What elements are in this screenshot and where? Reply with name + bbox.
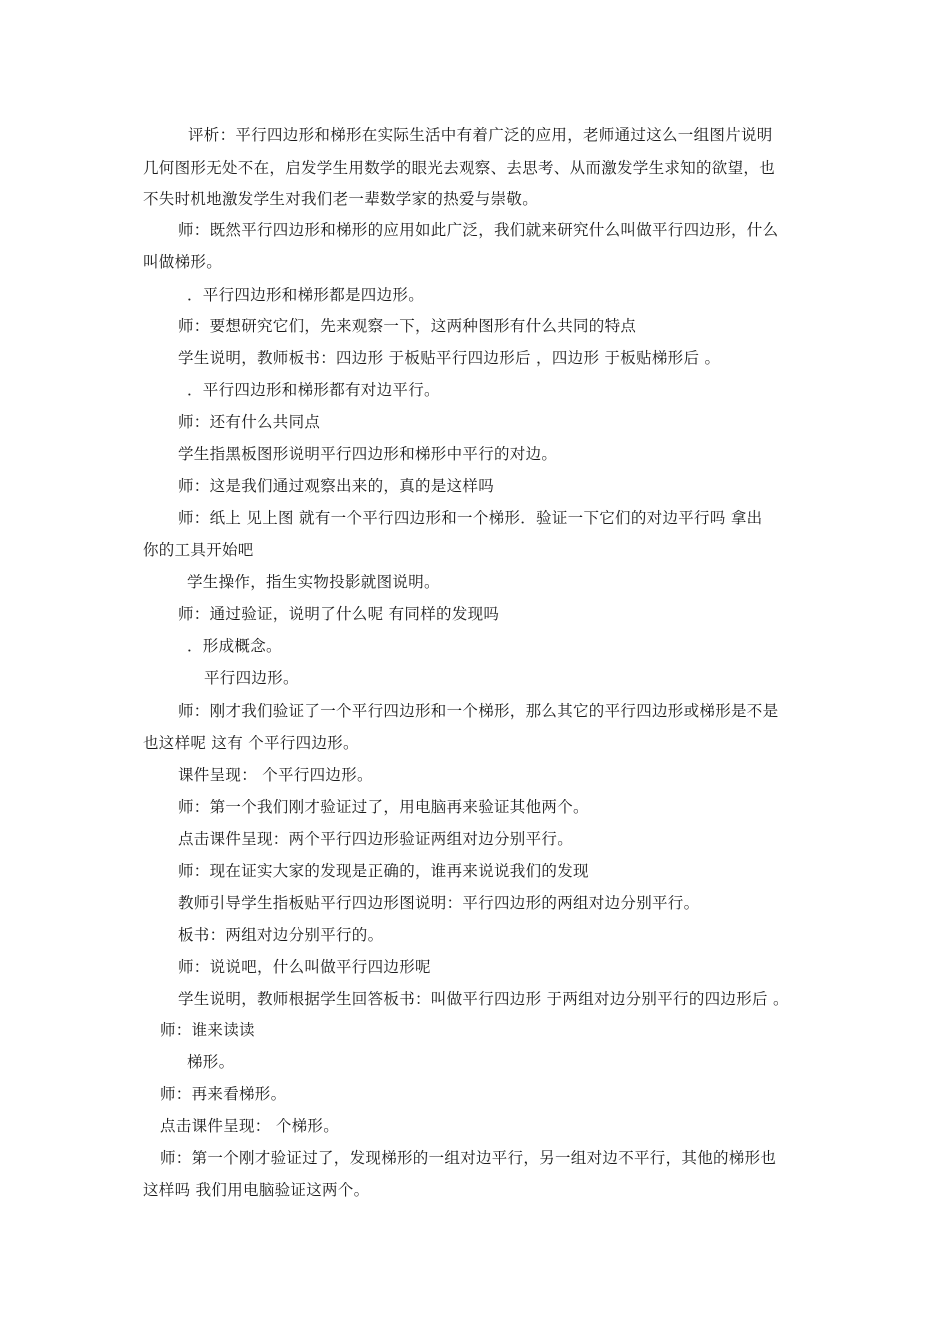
text-line: 教师引导学生指板贴平行四边形图说明：平行四边形的两组对边分别平行。	[178, 894, 700, 912]
text-line: 学生说明，教师根据学生回答板书：叫做平行四边形 于两组对边分别平行的四边形后 。	[178, 990, 789, 1008]
text-line: 师：再来看梯形。	[160, 1085, 287, 1103]
text-line: 师：这是我们通过观察出来的，真的是这样吗	[178, 477, 495, 495]
text-line: ．平行四边形和梯形都有对边平行。	[187, 381, 440, 399]
text-line: 梯形。	[187, 1053, 235, 1071]
text-line: 点击课件呈现： 个梯形。	[160, 1117, 340, 1135]
text-line: 评析：平行四边形和梯形在实际生活中有着广泛的应用，老师通过这么一组图片说明	[188, 126, 773, 144]
text-line: 师：通过验证，说明了什么呢 有同样的发现吗	[178, 605, 500, 623]
text-line: 几何图形无处不在，启发学生用数学的眼光去观察、去思考、从而激发学生求知的欲望，也	[143, 159, 776, 177]
text-line: 师：第一个我们刚才验证过了，用电脑再来验证其他两个。	[178, 798, 589, 816]
text-line: 师：既然平行四边形和梯形的应用如此广泛，我们就来研究什么叫做平行四边形，什么	[178, 221, 779, 239]
text-line: 师：要想研究它们，先来观察一下，这两种图形有什么共同的特点	[178, 317, 637, 335]
text-line: 板书：两组对边分别平行的。	[178, 926, 384, 944]
text-line: 学生说明，教师板书：四边形 于板贴平行四边形后 ，四边形 于板贴梯形后 。	[178, 349, 721, 367]
text-line: 师：刚才我们验证了一个平行四边形和一个梯形，那么其它的平行四边形或梯形是不是	[178, 702, 779, 720]
text-line: 师：纸上 见上图 就有一个平行四边形和一个梯形．验证一下它们的对边平行吗 拿出	[178, 509, 763, 527]
text-line: 点击课件呈现：两个平行四边形验证两组对边分别平行。	[178, 830, 574, 848]
text-line: 叫做梯形。	[143, 253, 223, 271]
text-line: 学生指黑板图形说明平行四边形和梯形中平行的对边。	[178, 445, 558, 463]
text-line: 也这样呢 这有 个平行四边形。	[143, 734, 359, 752]
text-line: 学生操作，指生实物投影就图说明。	[187, 573, 440, 591]
text-line: 师：还有什么共同点	[178, 413, 321, 431]
text-line: 师：说说吧，什么叫做平行四边形呢	[178, 958, 431, 976]
text-line: ．形成概念。	[187, 637, 282, 655]
text-line: 师：谁来读读	[160, 1021, 255, 1039]
text-line: 师：第一个刚才验证过了，发现梯形的一组对边平行，另一组对边不平行，其他的梯形也	[160, 1149, 777, 1167]
text-line: 这样吗 我们用电脑验证这两个。	[143, 1181, 370, 1199]
text-line: 你的工具开始吧	[143, 541, 254, 559]
text-line: 课件呈现： 个平行四边形。	[178, 766, 373, 784]
text-line: 师：现在证实大家的发现是正确的，谁再来说说我们的发现	[178, 862, 589, 880]
text-line: 不失时机地激发学生对我们老一辈数学家的热爱与崇敬。	[143, 190, 539, 208]
text-line: 平行四边形。	[204, 669, 299, 687]
text-line: ．平行四边形和梯形都是四边形。	[187, 286, 425, 304]
